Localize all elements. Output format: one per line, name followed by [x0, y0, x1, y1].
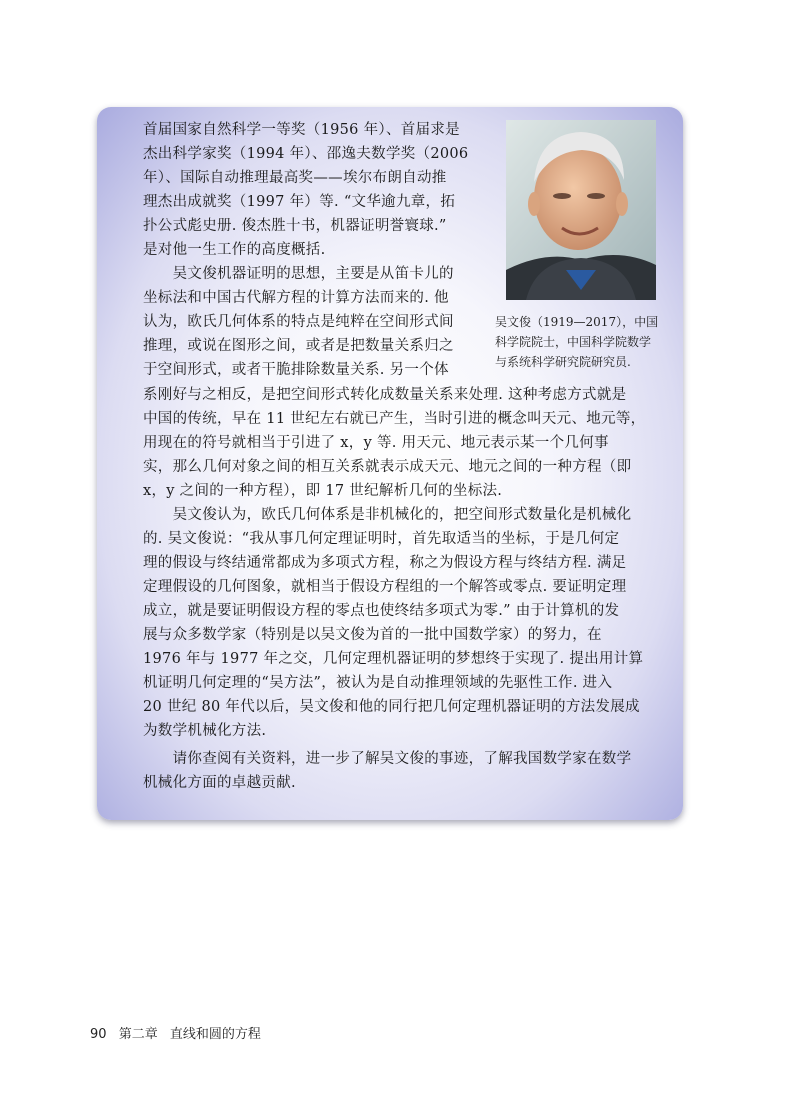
text-line: 请你查阅有关资料，进一步了解吴文俊的事迹，了解我国数学家在数学 — [143, 751, 632, 767]
text-line: 理的假设与终结通常都成为多项式方程，称之为假设方程与终结方程. 满足 — [143, 555, 627, 571]
text-line: 用现在的符号就相当于引进了 x，y 等. 用天元、地元表示某一个几何事 — [143, 435, 609, 451]
text-line: 吴文俊认为，欧氏几何体系是非机械化的，把空间形式数量化是机械化 — [143, 507, 632, 523]
text-line: 为数学机械化方法. — [143, 723, 267, 739]
text-line: 系刚好与之相反，是把空间形式转化成数量关系来处理. 这种考虑方式就是 — [143, 387, 627, 403]
text-line: 年）、国际自动推理最高奖——埃尔布朗自动推 — [143, 170, 447, 186]
text-line: 扑公式彪史册. 俊杰胜十书，机器证明誉寰球.” — [143, 218, 447, 234]
chapter-label: 第二章 — [118, 1027, 158, 1042]
text-line: 实，那么几何对象之间的相互关系就表示成天元、地元之间的一种方程（即 — [143, 459, 632, 475]
page-number: 90 — [90, 1027, 107, 1042]
text-line: 的. 吴文俊说：“我从事几何定理证明时，首先取适当的坐标，于是几何定 — [143, 531, 620, 547]
page-footer — [90, 1023, 269, 1042]
text-line: 定理假设的几何图象，就相当于假设方程组的一个解答或零点. 要证明定理 — [143, 579, 627, 595]
text-line: 吴文俊机器证明的思想，主要是从笛卡儿的 — [143, 266, 454, 282]
text-line: 成立，就是要证明假设方程的零点也使终结多项式为零.” 由于计算机的发 — [143, 603, 620, 619]
chapter-title: 直线和圆的方程 — [169, 1027, 261, 1042]
text-line: 杰出科学家奖（1994 年）、邵逸夫数学奖（2006 — [143, 146, 469, 162]
text-line: 机械化方面的卓越贡献. — [143, 775, 296, 791]
text-line: 中国的传统，早在 11 世纪左右就已产生，当时引进的概念叫天元、地元等， — [143, 411, 646, 427]
caption-line: 吴文俊（1919—2017），中国 — [495, 315, 659, 329]
text-line: 理杰出成就奖（1997 年）等. “文华逾九章，拓 — [143, 194, 456, 210]
text-line: x，y 之间的一种方程），即 17 世纪解析几何的坐标法. — [143, 483, 503, 499]
text-line: 展与众多数学家（特别是以吴文俊为首的一批中国数学家）的努力，在 — [143, 627, 602, 643]
text-line: 于空间形式，或者干脆排除数量关系. 另一个体 — [143, 362, 449, 378]
caption-line: 与系统科学研究院研究员. — [495, 355, 631, 369]
text-line: 机证明几何定理的“吴方法”，被认为是自动推理领域的先驱性工作. 进入 — [143, 675, 613, 691]
text-line: 是对他一生工作的高度概括. — [143, 242, 326, 258]
text-line: 1976 年与 1977 年之交，几何定理机器证明的梦想终于实现了. 提出用计算 — [143, 651, 644, 667]
text-line: 20 世纪 80 年代以后，吴文俊和他的同行把几何定理机器证明的方法发展成 — [143, 699, 640, 715]
text-line: 坐标法和中国古代解方程的计算方法而来的. 他 — [143, 290, 449, 306]
text-line: 认为，欧氏几何体系的特点是纯粹在空间形式间 — [143, 314, 454, 330]
caption-line: 科学院院士，中国科学院数学 — [495, 335, 652, 349]
text-line: 首届国家自然科学一等奖（1956 年）、首届求是 — [143, 122, 460, 138]
text-line: 推理，或说在图形之间，或者是把数量关系归之 — [143, 338, 454, 354]
